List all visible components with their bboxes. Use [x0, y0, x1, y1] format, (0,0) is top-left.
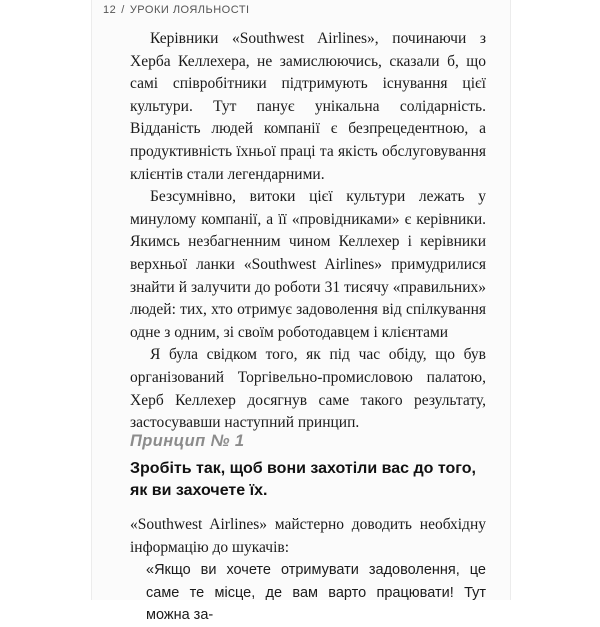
quote-paragraph: «Якщо ви хочете отримувати задоволення, це саме те місце, де вам варто працювати! Тут можна за-	[146, 562, 486, 624]
running-head	[103, 4, 250, 16]
paragraph-3: Я була свідком того, як під час обіду, що був організований Торгівельно-промисловою палатою, Херб Келлехер досягнув саме такого результату, застосувавши наступний принцип.	[130, 346, 486, 432]
after-principle-text	[130, 514, 486, 559]
paragraph-1: Керівники «Southwest Airlines», починаючи з Херба Келлехера, не замислюючись, сказали б, що самі співробітники підтримують існування цієї культури. Тут панує унікальна солідарність. Відданість людей компанії є безпрецедентною, а продуктивність їхньої праці та якість обслуговування клієнтів стали легендарними.	[130, 30, 486, 183]
page-number: 12	[103, 4, 117, 16]
paragraph-2: Безсумнівно, витоки цієї культури лежать у минулому компанії, а її «провідниками» є керівники. Якимсь незбагненним чином Келлехер і керівники верхньої ланки «Southwest Airlines» примудрилися знайти й залучити до роботи 31 тисячу «правильних» людей: тих, хто отримує задоволення від спілкування одне з одним, зі своїм роботодавцем і клієнтами	[130, 188, 486, 341]
book-title: УРОКИ ЛОЯЛЬНОСТІ	[129, 4, 250, 16]
quote-block	[146, 559, 486, 627]
paragraph-4: «Southwest Airlines» майстерно доводить необхідну інформацію до шукачів:	[130, 516, 486, 556]
body-text	[130, 28, 486, 435]
principle-label: Принцип № 1	[130, 432, 245, 450]
principle-text: Зробіть так, щоб вони захотіли вас до того, як ви захочете їх.	[130, 460, 476, 499]
header-separator: /	[121, 4, 125, 16]
